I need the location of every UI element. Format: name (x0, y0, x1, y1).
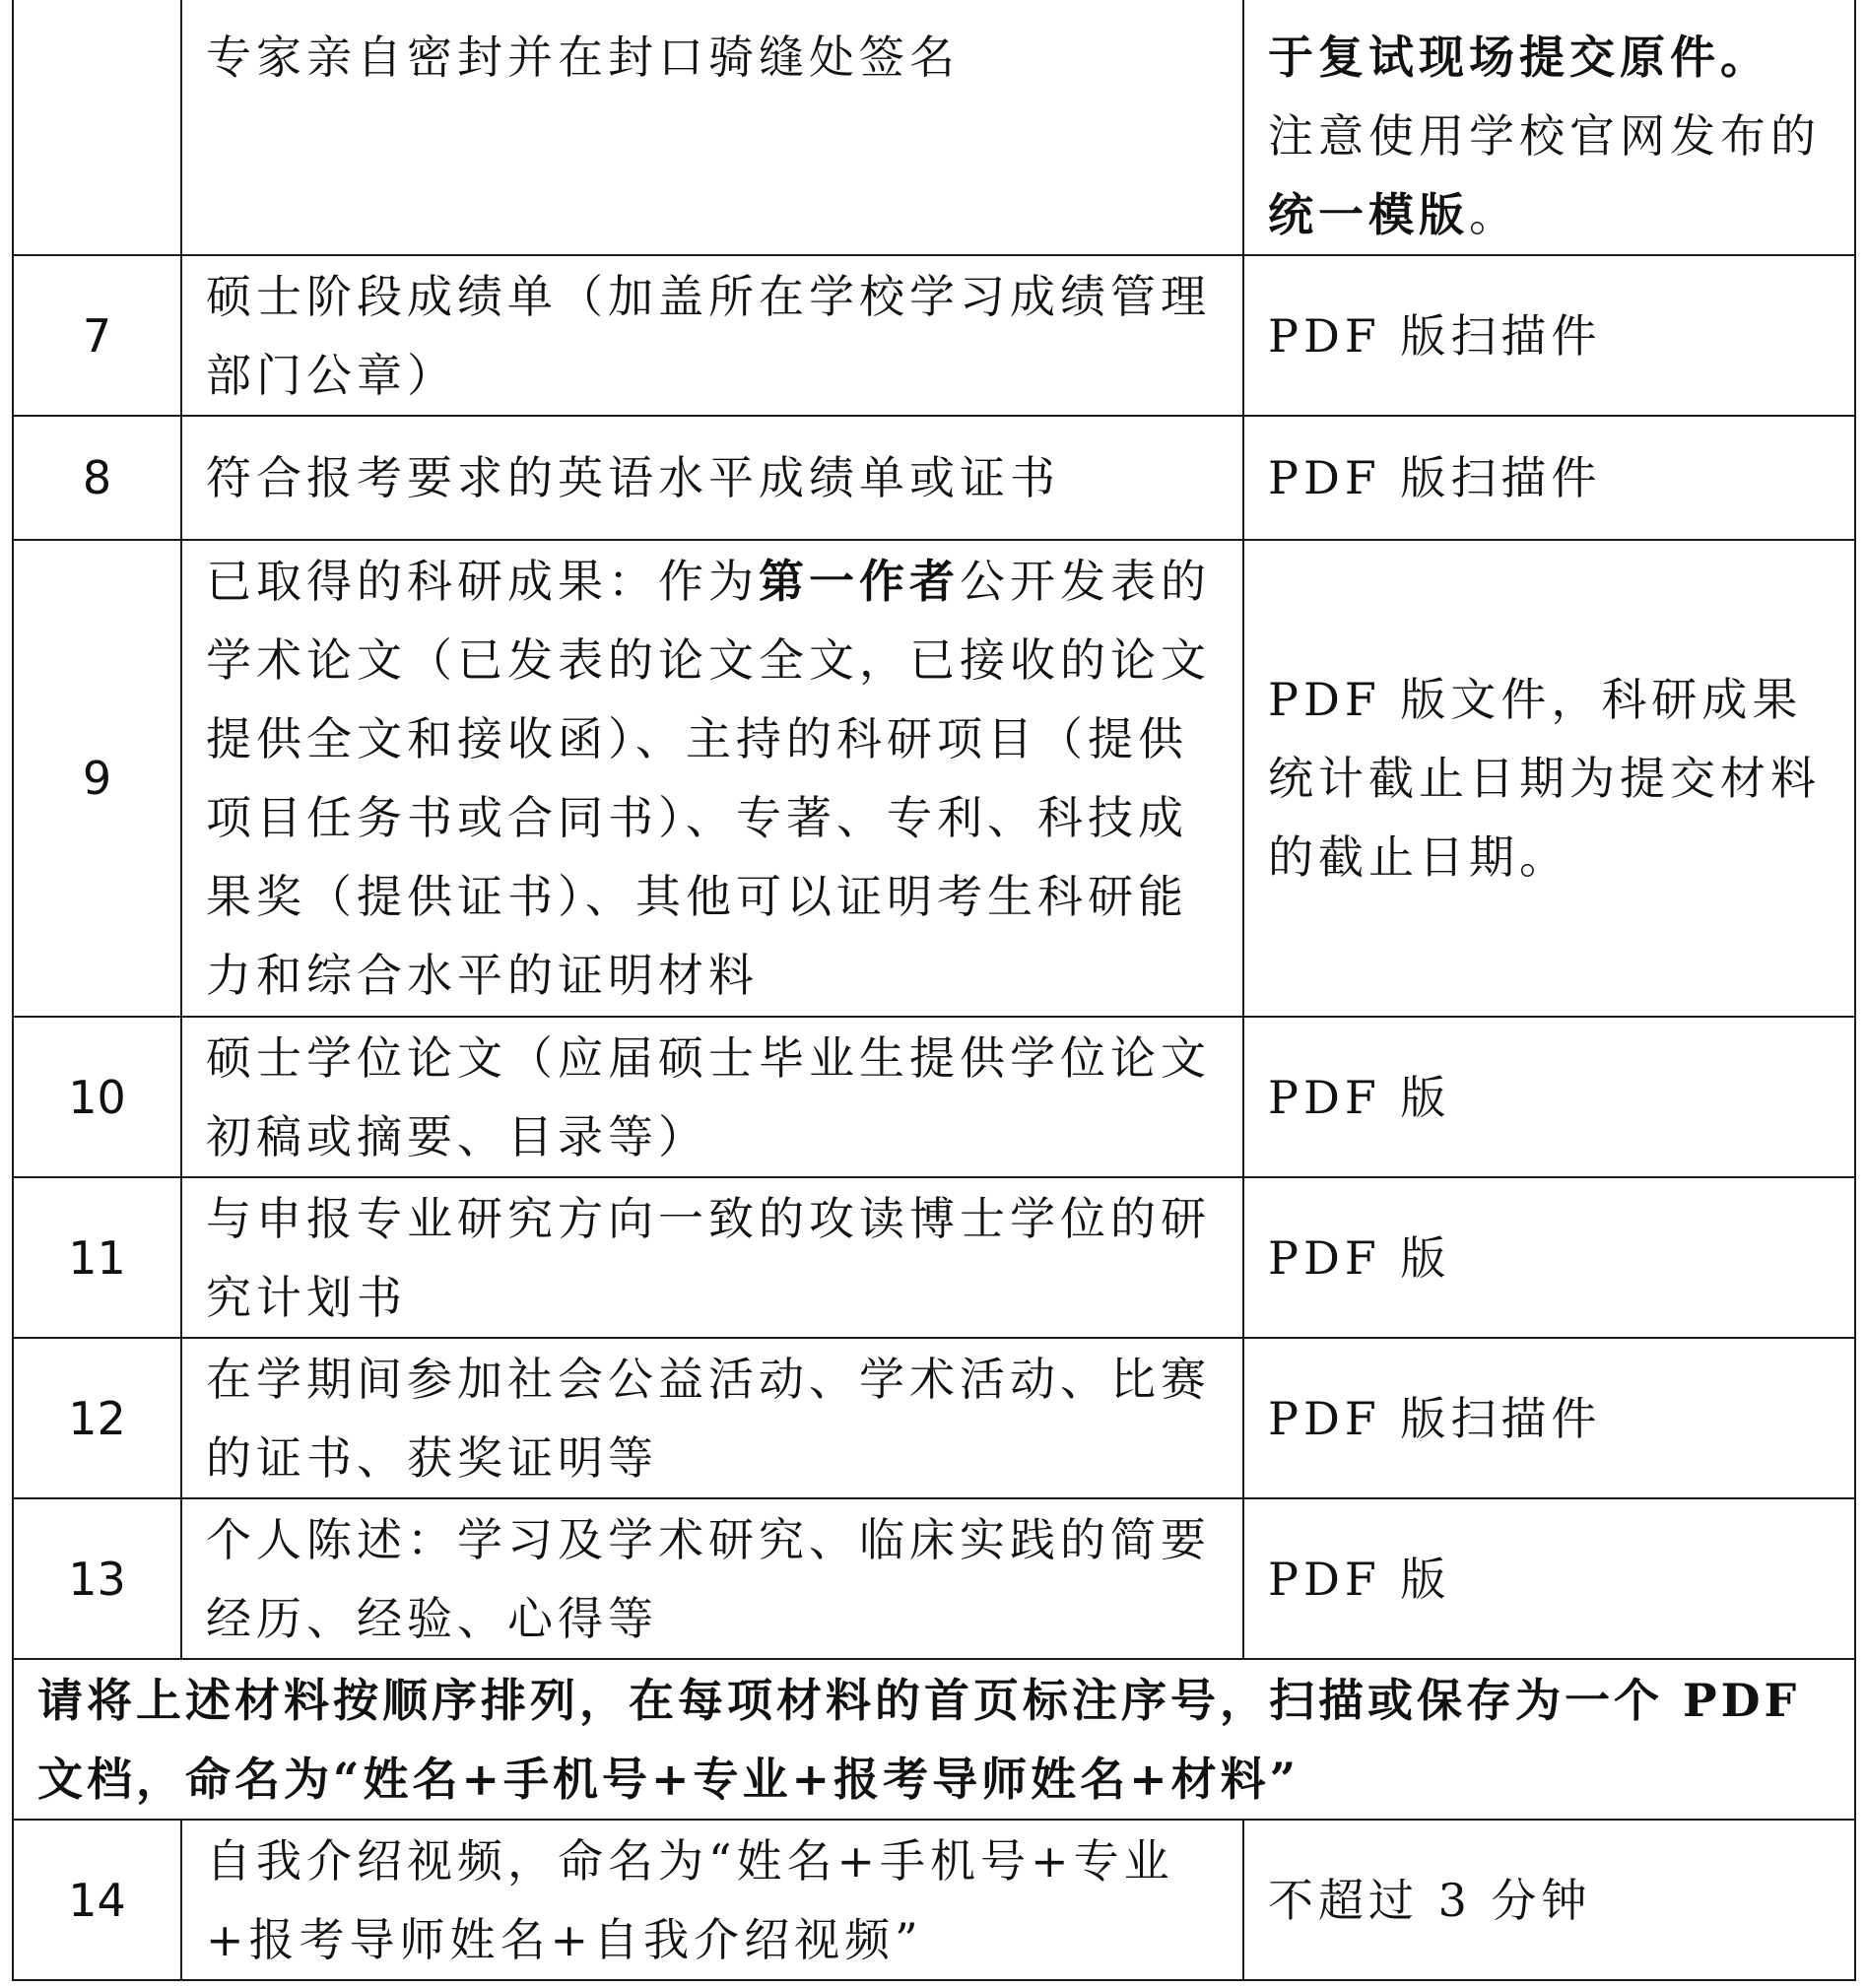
note-row (13, 1659, 1855, 1820)
row-number: 9 (13, 540, 181, 1017)
table-row (13, 1177, 1855, 1338)
note-text: 请将上述材料按顺序排列，在每项材料的首页标注序号，扫描或保存为一个 PDF 文档，命名为“姓名+手机号+专业+报考导师姓名+材料” (13, 1659, 1855, 1820)
table-row (13, 1498, 1855, 1659)
material-format: PDF 版扫描件 (1243, 1338, 1855, 1498)
item-post-text: 公开发表的学术论文（已发表的论文全文，已接收的论文提供全文和接收函）、主持的科研项目（提供项目任务书或合同书）、专著、专利、科技成果奖（提供证书）、其他可以证明考生科研能力和综合水平的证明材料 (206, 555, 1211, 1002)
material-item: 符合报考要求的英语水平成绩单或证书 (181, 416, 1243, 540)
row-number: 13 (13, 1498, 181, 1659)
table-row (13, 1820, 1855, 1980)
row-number: 14 (13, 1820, 181, 1980)
table-row (13, 416, 1855, 540)
material-format: PDF 版 (1243, 1017, 1855, 1177)
row-number: 7 (13, 255, 181, 416)
material-format: PDF 版 (1243, 1177, 1855, 1338)
table-row (13, 1338, 1855, 1498)
table-row (13, 255, 1855, 416)
material-format: 不超过 3 分钟 (1243, 1820, 1855, 1980)
materials-table-page (12, 0, 1854, 1981)
material-item: 在学期间参加社会公益活动、学术活动、比赛的证书、获奖证明等 (181, 1338, 1243, 1498)
table-row (13, 540, 1855, 1017)
material-format: PDF 版扫描件 (1243, 416, 1855, 540)
material-item: 与申报专业研究方向一致的攻读博士学位的研究计划书 (181, 1177, 1243, 1338)
row-number: 10 (13, 1017, 181, 1177)
format-bold-text-2: 统一模版 (1268, 188, 1469, 241)
material-item: 硕士学位论文（应届硕士毕业生提供学位论文初稿或摘要、目录等） (181, 1017, 1243, 1177)
material-item: 个人陈述：学习及学术研究、临床实践的简要经历、经验、心得等 (181, 1498, 1243, 1659)
format-normal-text: 注意使用学校官网发布的 (1268, 109, 1821, 163)
format-bold-text: 于复试现场提交原件。 (1268, 31, 1770, 84)
material-format (1243, 0, 1855, 255)
item-pre-text: 已取得的科研成果：作为 (206, 555, 759, 608)
row-number: 8 (13, 416, 181, 540)
table-row (13, 0, 1855, 255)
material-format: PDF 版文件，科研成果统计截止日期为提交材料的截止日期。 (1243, 540, 1855, 1017)
material-format: PDF 版 (1243, 1498, 1855, 1659)
material-item: 硕士阶段成绩单（加盖所在学校学习成绩管理部门公章） (181, 255, 1243, 416)
material-item: 专家亲自密封并在封口骑缝处签名 (181, 0, 1243, 255)
row-number (13, 0, 181, 255)
first-author-text: 第一作者 (759, 555, 960, 608)
row-number: 11 (13, 1177, 181, 1338)
materials-table (12, 0, 1856, 1981)
material-format: PDF 版扫描件 (1243, 255, 1855, 416)
material-item (181, 540, 1243, 1017)
table-row (13, 1017, 1855, 1177)
material-item: 自我介绍视频，命名为“姓名+手机号+专业+报考导师姓名+自我介绍视频” (181, 1820, 1243, 1980)
row-number: 12 (13, 1338, 181, 1498)
format-end-text: 。 (1469, 188, 1519, 241)
